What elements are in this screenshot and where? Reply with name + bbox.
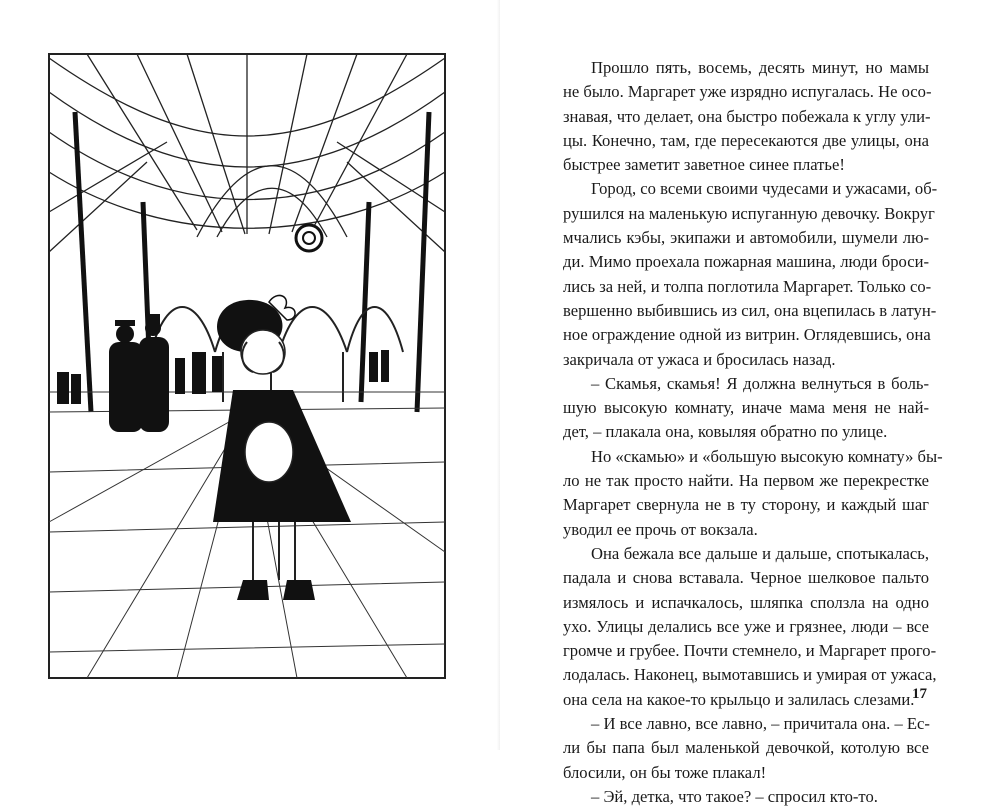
text-line: ло не так просто найти. На первом же перекрестке [563,471,929,491]
text-line: ное ограждение одной из витрин. Оглядевшись, она [563,325,931,345]
text-line: дет, – плакала она, ковыляя обратно по улице. [563,422,888,442]
text-line: блосили, он бы тоже плакал! [563,762,767,782]
text-line: уводил ее прочь от вокзала. [563,519,758,539]
text-line: – И все лавно, все лавно, – причитала она. – Ес- [591,714,930,734]
text-line: знавая, что делает, она быстро побежала к углу ули- [563,106,931,126]
text-line: вершенно выбившись из сил, она вцепилась в латун- [563,300,937,320]
text-line: Но «скамью» и «большую высокую комнату» бы- [591,446,943,466]
text-line: шую высокую комнату, иначе мама меня не най- [563,398,929,418]
text-line: громче и грубее. Почти стемнело, и Маргарет прого- [563,641,937,661]
text-line: ди. Мимо проехала пожарная машина, люди броси- [563,252,929,272]
station-illustration [47,52,447,680]
text-line: мчались кэбы, экипажи и автомобили, шумели лю- [563,228,929,248]
text-line: лись за ней, и толпа поглотила Маргарет. Только со- [563,276,932,296]
text-line: Город, со всеми своими чудесами и ужасами, об- [591,179,938,199]
text-line: – Эй, детка, что такое? – спросил кто-то. [591,786,878,806]
text-line: Она бежала все дальше и дальше, спотыкалась, [591,543,929,563]
body-text [563,56,943,809]
text-line: ли бы папа был маленькой девочкой, котолую все [563,738,929,758]
text-line: быстрее заметит заветное синее платье! [563,155,845,175]
text-line: Прошло пять, восемь, десять минут, но мамы [591,58,929,77]
text-line: не было. Маргарет уже изрядно испугалась. Не осо- [563,82,932,102]
text-line: она села на какое-то крыльцо и залилась слезами. [563,689,915,709]
text-line: лодалась. Наконец, вымотавшись и умирая от ужаса, [563,665,937,685]
text-line: падала и снова вставала. Черное шелковое пальто [563,568,929,588]
text-line: цы. Конечно, там, где пересекаются две улицы, она [563,130,929,150]
text-line: Маргарет свернула не в ту сторону, и каждый шаг [563,495,929,515]
text-line: рушился на маленькую испуганную девочку. Вокруг [563,203,935,223]
page-number: 17 [912,686,927,702]
text-line: закричала от ужаса и бросилась назад. [563,349,836,369]
text-line: ухо. Улицы делались все уже и грязнее, люди – все [563,616,929,636]
text-line: – Скамья, скамья! Я должна велнуться в боль- [591,373,929,393]
left-page [0,0,500,750]
text-line: измялось и испачкалось, шляпка сползла на одно [563,592,929,612]
illustration-drawing [47,52,447,680]
